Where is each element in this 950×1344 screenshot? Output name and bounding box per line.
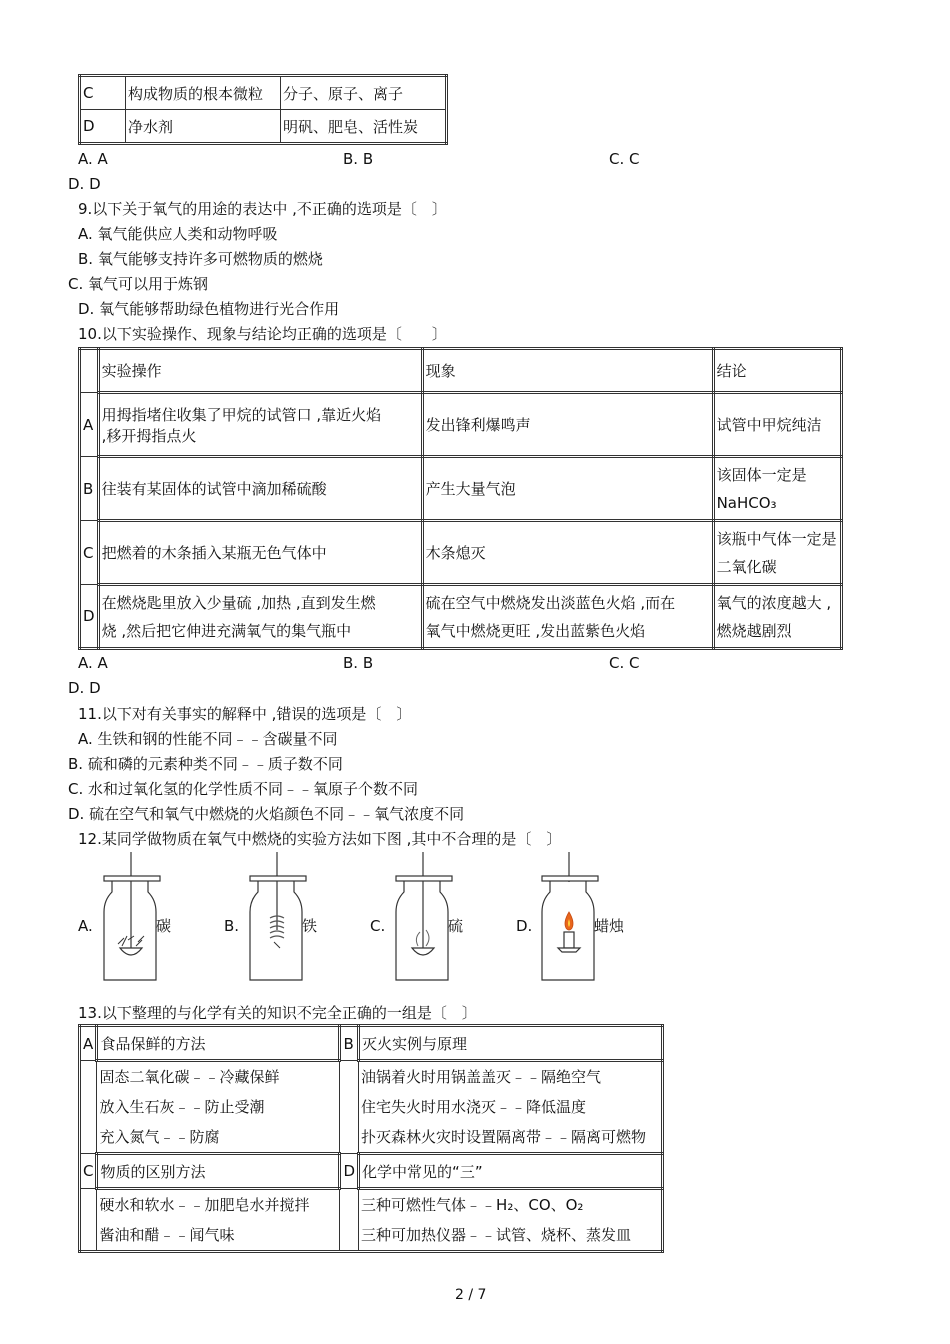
q10-option-b[interactable]: B. B bbox=[343, 654, 374, 672]
header-operation: 实验操作 bbox=[98, 349, 422, 393]
line: 酱油和醋﹣﹣闻气味 bbox=[99, 1226, 235, 1244]
page-number: 2 / 7 bbox=[455, 1287, 487, 1303]
phenomenon-cell bbox=[422, 457, 713, 521]
line: 油锅着火时用锅盖盖灭﹣﹣隔绝空气 bbox=[361, 1068, 602, 1086]
operation-cell bbox=[98, 585, 422, 649]
line: 把燃着的木条插入某瓶无色气体中 bbox=[101, 544, 327, 562]
q12-stem: 12.某同学做物质在氧气中燃烧的实验方法如下图 ,其中不合理的是〔 〕 bbox=[78, 830, 562, 848]
table-row bbox=[80, 585, 842, 649]
line: 固态二氧化碳﹣﹣冷藏保鲜 bbox=[99, 1068, 280, 1086]
table-row bbox=[80, 1154, 663, 1189]
q9-option-b[interactable]: B. 氧气能够支持许多可燃物质的燃烧 bbox=[78, 250, 323, 268]
q9-option-a[interactable]: A. 氧气能供应人类和动物呼吸 bbox=[78, 225, 278, 243]
block-content bbox=[97, 1189, 340, 1252]
line: 充入氮气﹣﹣防腐 bbox=[99, 1128, 220, 1146]
operation-cell bbox=[98, 393, 422, 457]
q11-stem: 11.以下对有关事实的解释中 ,错误的选项是〔 〕 bbox=[78, 705, 412, 723]
row-label: B bbox=[80, 457, 99, 521]
line: 氧气的浓度越大 , bbox=[716, 593, 832, 612]
q8-option-d[interactable]: D. D bbox=[68, 175, 101, 193]
block-title: 物质的区别方法 bbox=[97, 1154, 340, 1189]
blank-cell bbox=[80, 1189, 97, 1252]
line: 该固体一定是 bbox=[716, 465, 807, 484]
q12-substance-b: 铁 bbox=[302, 917, 318, 935]
line: 木条熄灭 bbox=[425, 544, 486, 562]
conclusion-cell bbox=[713, 585, 841, 649]
table-row bbox=[80, 457, 842, 521]
q8-option-a[interactable]: A. A bbox=[78, 150, 108, 168]
block-title: 灭火实例与原理 bbox=[359, 1026, 663, 1061]
q11-option-a[interactable]: A. 生铁和钢的性能不同﹣﹣含碳量不同 bbox=[78, 730, 338, 748]
q12-substance-c: 硫 bbox=[448, 917, 464, 935]
row-label: D bbox=[80, 110, 126, 144]
items-cell: 分子、原子、离子 bbox=[281, 76, 447, 110]
line: 三种可燃性气体﹣﹣H₂、CO、O₂ bbox=[361, 1196, 584, 1214]
q12-substance-d: 蜡烛 bbox=[594, 917, 625, 935]
q8-table bbox=[78, 74, 448, 145]
line: 扑灭森林火灾时设置隔离带﹣﹣隔离可燃物 bbox=[361, 1128, 647, 1146]
conclusion-cell bbox=[713, 457, 841, 521]
q12-option-c[interactable]: C. bbox=[370, 917, 386, 935]
line: 硫在空气中燃烧发出淡蓝色火焰 ,而在 bbox=[425, 593, 676, 612]
header-blank bbox=[80, 349, 99, 393]
row-label: D bbox=[340, 1154, 359, 1189]
q12-option-b[interactable]: B. bbox=[224, 917, 240, 935]
block-content bbox=[359, 1061, 663, 1154]
table-row bbox=[80, 110, 447, 144]
operation-cell bbox=[98, 457, 422, 521]
row-label: A bbox=[80, 1026, 97, 1061]
header-phenomenon: 现象 bbox=[422, 349, 713, 393]
blank-cell bbox=[340, 1061, 359, 1154]
blank-cell bbox=[340, 1189, 359, 1252]
items-cell: 明矾、肥皂、活性炭 bbox=[281, 110, 447, 144]
conclusion-cell bbox=[713, 521, 841, 585]
q13-table bbox=[78, 1024, 664, 1253]
line: 放入生石灰﹣﹣防止受潮 bbox=[99, 1098, 265, 1116]
block-title: 化学中常见的“三” bbox=[359, 1154, 663, 1189]
row-label: C bbox=[80, 1154, 97, 1189]
operation-cell bbox=[98, 521, 422, 585]
line: 在燃烧匙里放入少量硫 ,加热 ,直到发生燃 bbox=[101, 593, 376, 612]
jar-iron-icon bbox=[244, 852, 310, 984]
block-content bbox=[359, 1189, 663, 1252]
row-label: C bbox=[80, 521, 99, 585]
line: 住宅失火时用水浇灭﹣﹣降低温度 bbox=[361, 1098, 587, 1116]
q10-table bbox=[78, 347, 843, 650]
row-label: B bbox=[340, 1026, 359, 1061]
line: 往装有某固体的试管中滴加稀硫酸 bbox=[101, 480, 327, 498]
line: 发出锋利爆鸣声 bbox=[425, 416, 531, 434]
q10-option-a[interactable]: A. A bbox=[78, 654, 108, 672]
row-label: D bbox=[80, 585, 99, 649]
table-row bbox=[80, 1189, 663, 1252]
line: 三种可加热仪器﹣﹣试管、烧杯、蒸发皿 bbox=[361, 1226, 632, 1244]
q12-option-d[interactable]: D. bbox=[516, 917, 533, 935]
q12-substance-a: 碳 bbox=[156, 917, 172, 935]
q11-option-d[interactable]: D. 硫在空气和氧气中燃烧的火焰颜色不同﹣﹣氧气浓度不同 bbox=[68, 805, 465, 823]
line: 硬水和软水﹣﹣加肥皂水并搅拌 bbox=[99, 1196, 310, 1214]
row-label: C bbox=[80, 76, 126, 110]
line: 该瓶中气体一定是 bbox=[716, 529, 837, 548]
row-label: A bbox=[80, 393, 99, 457]
jar-carbon-icon bbox=[98, 852, 164, 984]
q8-option-c[interactable]: C. C bbox=[609, 150, 640, 168]
jar-candle-icon bbox=[536, 852, 602, 984]
q10-stem: 10.以下实验操作、现象与结论均正确的选项是〔 〕 bbox=[78, 325, 447, 343]
line: 氧气中燃烧更旺 ,发出蓝紫色火焰 bbox=[425, 621, 646, 640]
q10-option-c[interactable]: C. C bbox=[609, 654, 640, 672]
q11-option-c[interactable]: C. 水和过氧化氢的化学性质不同﹣﹣氧原子个数不同 bbox=[68, 780, 419, 798]
line: 燃烧越剧烈 bbox=[716, 621, 792, 640]
line: 试管中甲烷纯洁 bbox=[716, 416, 822, 434]
q11-option-b[interactable]: B. 硫和磷的元素种类不同﹣﹣质子数不同 bbox=[68, 755, 343, 773]
line: NaHCO₃ bbox=[716, 493, 777, 512]
q13-stem: 13.以下整理的与化学有关的知识不完全正确的一组是〔 〕 bbox=[78, 1004, 477, 1022]
line: 产生大量气泡 bbox=[425, 480, 516, 498]
q9-option-c[interactable]: C. 氧气可以用于炼钢 bbox=[68, 275, 209, 293]
line: 二氧化碳 bbox=[716, 557, 777, 576]
phenomenon-cell bbox=[422, 521, 713, 585]
jar-sulfur-icon bbox=[390, 852, 456, 984]
table-row bbox=[80, 1026, 663, 1061]
table-header-row bbox=[80, 349, 842, 393]
q9-stem: 9.以下关于氧气的用途的表达中 ,不正确的选项是〔 〕 bbox=[78, 200, 447, 218]
category-cell: 构成物质的根本微粒 bbox=[126, 76, 281, 110]
table-row bbox=[80, 76, 447, 110]
header-conclusion: 结论 bbox=[713, 349, 841, 393]
q10-option-d[interactable]: D. D bbox=[68, 679, 101, 697]
table-row bbox=[80, 1061, 663, 1154]
line: 用拇指堵住收集了甲烷的试管口 ,靠近火焰 bbox=[101, 405, 382, 424]
table-row bbox=[80, 393, 842, 457]
line: ,移开拇指点火 bbox=[101, 426, 197, 445]
block-content bbox=[97, 1061, 340, 1154]
q8-option-b[interactable]: B. B bbox=[343, 150, 374, 168]
table-row bbox=[80, 521, 842, 585]
category-cell: 净水剂 bbox=[126, 110, 281, 144]
block-title: 食品保鲜的方法 bbox=[97, 1026, 340, 1061]
conclusion-cell bbox=[713, 393, 841, 457]
phenomenon-cell bbox=[422, 393, 713, 457]
blank-cell bbox=[80, 1061, 97, 1154]
q9-option-d[interactable]: D. 氧气能够帮助绿色植物进行光合作用 bbox=[78, 300, 340, 318]
q12-option-a[interactable]: A. bbox=[78, 917, 93, 935]
phenomenon-cell bbox=[422, 585, 713, 649]
line: 烧 ,然后把它伸进充满氧气的集气瓶中 bbox=[101, 621, 352, 640]
